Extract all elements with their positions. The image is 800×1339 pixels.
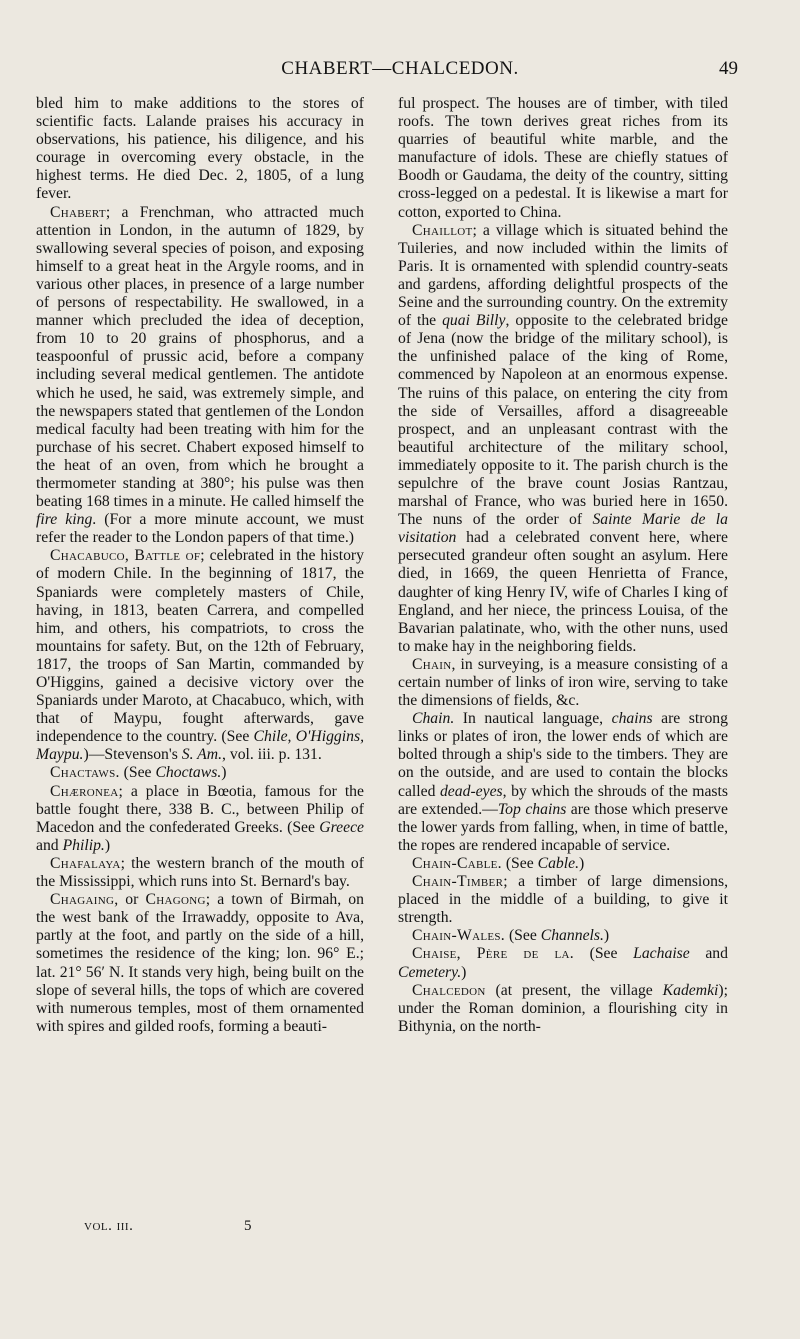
- entry-text: (See: [505, 927, 541, 945]
- entry-text: )—Stevenson's: [83, 746, 182, 764]
- entry-text: (See: [501, 854, 538, 872]
- entry-chacabuco: [36, 547, 364, 764]
- entry-italic: dead-eyes: [439, 782, 503, 800]
- book-reference: S. Am.: [181, 746, 222, 764]
- entry-term: Chalcedon: [412, 981, 486, 999]
- entry-text: In nautical language,: [454, 710, 612, 728]
- right-column: [398, 95, 728, 1036]
- entry-chaise: [398, 945, 728, 981]
- entry-chabert: [36, 204, 364, 548]
- entry-text: had a celebrated convent here, where persecuted grandeur often sought an asylum. Here died, in 1669, the queen Henrietta of France, daughter of king Henry IV, wife of Charles I king of England, and her niece, the princess Louisa, of the Bavarian palatinate, who, with the other nuns, used to make hay in the neighboring fields.: [398, 529, 728, 655]
- entry-text: and: [689, 945, 728, 963]
- entry-term: Chain-Cable.: [412, 854, 502, 872]
- entry-text: ): [603, 927, 610, 945]
- entry-text: ; the western branch of the mouth of the Mississippi, which runs into St. Bernard's bay.: [36, 854, 364, 891]
- entry-text: (See: [119, 764, 156, 782]
- entry-chain-wales: [398, 927, 728, 945]
- entry-text: ): [221, 764, 227, 782]
- running-header: [0, 58, 800, 88]
- entry-text: , by which the shrouds of the masts are extended.—: [398, 782, 729, 818]
- entry-chain-nautical: [398, 710, 728, 855]
- cross-reference: Philip.: [62, 836, 105, 854]
- volume-mark: vol. iii.: [84, 1218, 134, 1234]
- paragraph-continuation: ful prospect. The houses are of timber, with tiled roofs. The town derives great riches from its quarries of beautiful white marble, and the manufacture of idols. These are chiefly statues of Boodh or Gaudama, the deity of the country, sitting cross-legged on a pedestal. It is likewise a mart for cotton, exported to China.: [398, 95, 728, 221]
- entry-text: ; a town of Birmah, on the west bank of the Irrawaddy, opposite to Ava, partly at the foot, and partly on the side of a hill, sometimes the residence of the king; lon. 96° E.; lat. 21° 56′ N. It stands very high, being built on the slope of several hills, the tops of which are covered with numerous temples, most of them ornamented with spires and gilded roofs, forming a beauti-: [36, 891, 364, 1035]
- cross-reference: Chile, O'Higgins, Maypu.: [36, 728, 364, 764]
- entry-text: (See: [574, 945, 634, 963]
- entry-term: Chacabuco, Battle of: [50, 547, 201, 565]
- paragraph-continuation: bled him to make additions to the stores of scientific facts. Lalande praises his accuracy in observations, his patience, his diligence, and his courage in overcoming every obstacle, in the highest terms. He died Dec. 2, 1805, of a lung fever.: [36, 95, 364, 203]
- entry-text: , opposite to the celebrated bridge of Jena (now the bridge of the military school), is the unfinished palace of the king of Rome, commenced by Napoleon at an enormous expense. The ruins of this palace, on entering the city from the side of Versailles, afford a disagreeable prospect, and an unpleasant contrast with the beautiful architecture of the military school, immediately opposite to it. The parish church is the sepulchre of the brave count Josias Rantzau, marshal of France, who was buried here in 1650. The nuns of the order of: [398, 312, 729, 529]
- entry-italic: Sainte Marie de la visitation: [398, 511, 728, 547]
- entry-text: are strong links or plates of iron, the lower ends of which are bolted through a ship's side to the timbers. They are on the outside, and are used to contain the blocks called: [398, 710, 728, 800]
- entry-text: , in surveying, is a measure consisting of a certain number of links of iron wire, serving to take the dimensions of fields, &c.: [398, 655, 728, 710]
- entry-text: ; a village which is situated behind the Tuileries, and now included within the limits of Paris. It is ornamented with splendid country-seats and gardens, affording delightful prospects of the Seine and the surrounding country. On the extremity of the: [398, 221, 728, 330]
- entry-text: ; celebrated in the history of modern Chile. In the beginning of 1817, the Spaniards were completely masters of Chile, having, in 1813, beaten Carrera, and compelled him, and others, his compatriots, to cross the mountains for safety. But, on the 12th of February, 1817, the troops of San Martin, commanded by O'Higgins, gained a decisive victory over the Spaniards under Maroto, at Chacabuco, which, with that of Maypu, fought afterwards, gave independence to the country. (See: [36, 547, 364, 746]
- cross-reference: Cable.: [537, 854, 580, 872]
- cross-reference: Lachaise: [633, 945, 690, 963]
- entry-text: and: [36, 836, 63, 854]
- entry-term: Chabert: [50, 203, 106, 221]
- entry-chaillot: [398, 222, 728, 656]
- entry-term: Chaise, Père de la.: [412, 945, 575, 963]
- entry-text: ): [579, 854, 585, 872]
- entry-chafalaya: [36, 855, 364, 891]
- entry-chain: [398, 656, 728, 710]
- entry-term: Chaillot: [412, 221, 473, 239]
- entry-term: Chain-Timber: [412, 873, 504, 891]
- cross-reference: Channels.: [540, 927, 604, 945]
- entry-text: (at present, the village: [485, 981, 663, 999]
- entry-chalcedon: [398, 982, 728, 1036]
- entry-italic: fire king: [36, 511, 93, 529]
- entry-chain-cable: [398, 855, 728, 873]
- entry-italic: chains: [611, 710, 653, 728]
- entry-text: ; a Frenchman, who attracted much attention in London, in the autumn of 1829, by swallowing several species of poison, and exposing himself to a great heat in the Argyle rooms, and in various other places, in presence of a large number of persons of respectability. He swallowed, in a manner which precluded the idea of deception, from 10 to 20 grains of phosphorus, and a teaspoonful of prussic acid, before a company including several medical gentlemen. The antidote which he used, he said, was extremely simple, and the newspapers stated that gentlemen of the London medical faculty had been treating with him for the purchase of his secret. Chabert exposed himself to the heat of an oven, from which he brought a thermometer standing at 380°; his pulse was then beating 168 times in a minute. He called himself the: [36, 203, 364, 511]
- entry-term: Chain.: [412, 710, 455, 728]
- cross-reference: Greece: [319, 818, 364, 836]
- entry-italic: quai Billy: [442, 312, 506, 330]
- page-footer: [84, 1218, 374, 1235]
- entry-term: Chain: [412, 655, 452, 673]
- entry-term: Chæronea: [50, 782, 119, 800]
- left-column: [36, 95, 364, 1036]
- entry-term: Chagong: [145, 891, 206, 909]
- entry-chain-timber: [398, 873, 728, 927]
- entry-term: Chafalaya: [50, 854, 121, 872]
- entry-text: , or: [114, 891, 146, 909]
- cross-reference: Choctaws.: [155, 764, 222, 782]
- entry-term: Chain-Wales.: [412, 927, 506, 945]
- entry-text: ); under the Roman dominion, a flourishing city in Bithynia, on the north-: [398, 981, 728, 1035]
- entry-text: are those which preserve the lower yards from falling, when, in time of battle, the ropes are rendered incapable of service.: [398, 800, 728, 854]
- entry-text: ; a timber of large dimensions, placed in the middle of a building, to give it strength.: [398, 873, 728, 927]
- entry-chaeronea: [36, 783, 364, 855]
- running-title: CHABERT—CHALCEDON.: [281, 58, 519, 79]
- signature-mark: 5: [244, 1218, 252, 1234]
- entry-italic: Kademki: [662, 981, 719, 999]
- entry-text: ): [104, 836, 111, 854]
- entry-text: . (For a more minute account, we must refer the reader to the London papers of that time.): [36, 511, 364, 547]
- entry-text: ; a place in Bœotia, famous for the battle fought there, 338 B. C., between Philip of Macedon and the confederated Greeks. (See: [36, 782, 364, 836]
- entry-italic: Top chains: [497, 800, 567, 818]
- entry-term: Chactaws.: [50, 764, 120, 782]
- page-number: 49: [719, 58, 738, 79]
- entry-term: Chagaing: [50, 891, 115, 909]
- entry-chagaing: [36, 891, 364, 1036]
- entry-text: ): [461, 963, 467, 981]
- entry-chactaws: [36, 764, 364, 782]
- cross-reference: Cemetery.: [398, 963, 462, 981]
- entry-text: , vol. iii. p. 131.: [222, 746, 322, 764]
